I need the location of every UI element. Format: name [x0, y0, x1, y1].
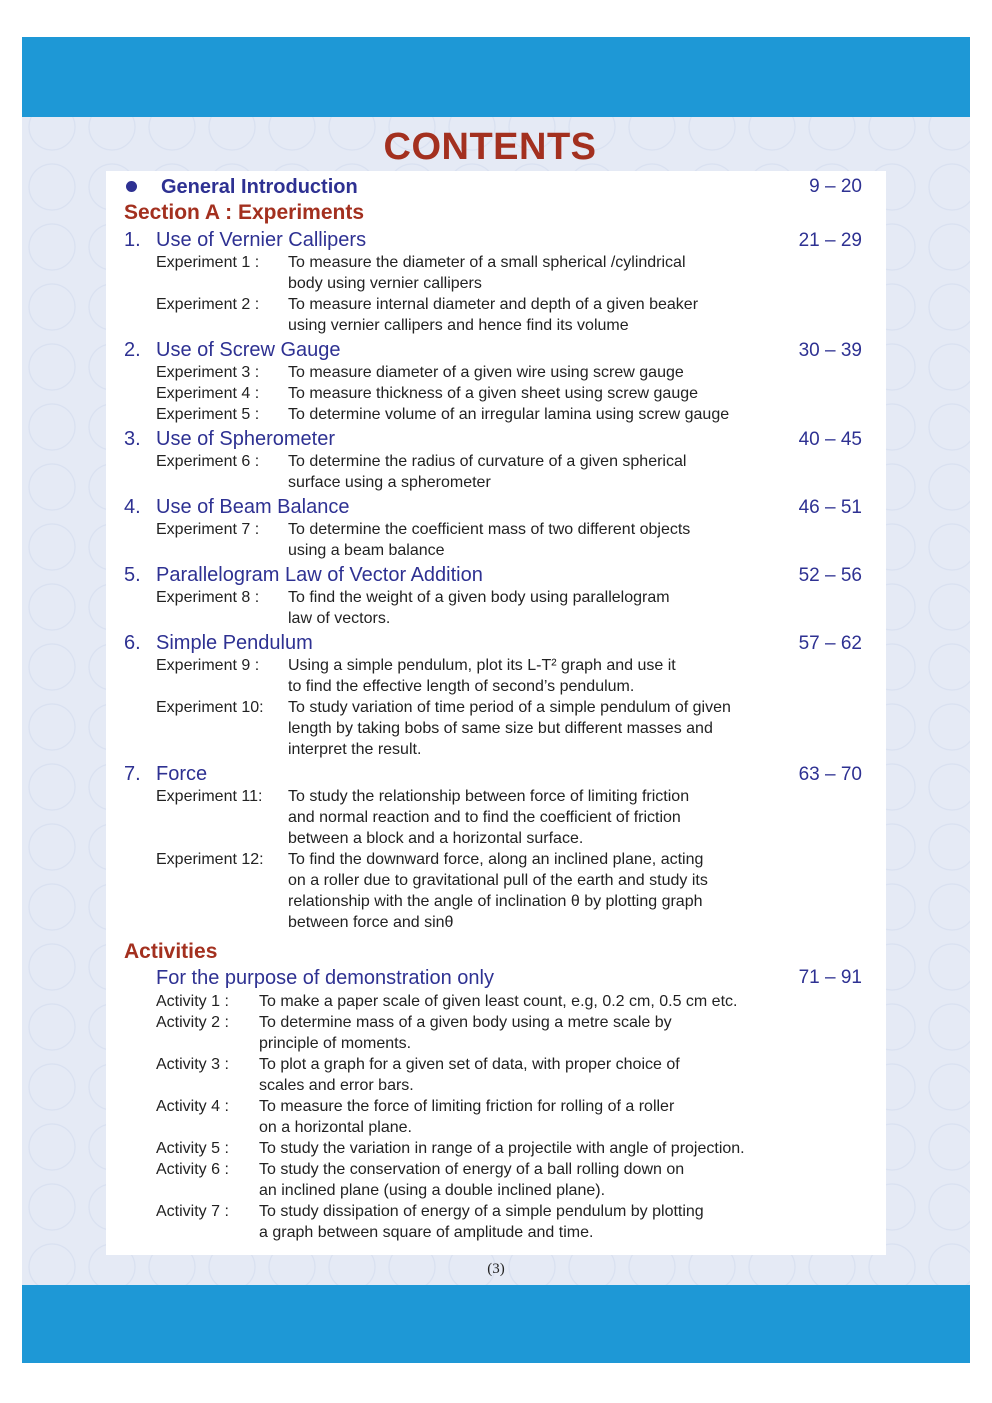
experiment-item[interactable]	[124, 404, 862, 425]
item-description	[288, 655, 676, 697]
item-label: Activity 3 :	[156, 1056, 229, 1073]
description-line: using a beam balance	[288, 542, 445, 559]
experiment-item[interactable]	[124, 849, 862, 933]
bullet-icon	[126, 181, 137, 192]
item-label: Activity 7 :	[156, 1203, 229, 1220]
page-range: 46 – 51	[798, 497, 862, 518]
chapter-title: Use of Beam Balance	[156, 496, 350, 518]
activities-subtitle-entry[interactable]	[124, 965, 862, 991]
item-label: Experiment 6 :	[156, 453, 260, 470]
description-line: To study the variation in range of a projectile with angle of projection.	[259, 1140, 745, 1157]
description-line: To determine mass of a given body using a metre scale by	[259, 1014, 672, 1031]
description-line: surface using a spherometer	[288, 474, 491, 491]
description-line: body using vernier callipers	[288, 275, 482, 292]
chapter-number: 5.	[124, 564, 141, 586]
description-line: To find the downward force, along an inclined plane, acting	[288, 851, 704, 868]
description-line: on a horizontal plane.	[259, 1119, 412, 1136]
chapter-title: Force	[156, 763, 208, 785]
activity-item[interactable]	[124, 1054, 862, 1096]
page-range: 40 – 45	[798, 429, 862, 450]
item-label: Experiment 8 :	[156, 589, 260, 606]
description-line: principle of moments.	[259, 1035, 412, 1052]
item-description	[259, 1138, 745, 1159]
experiment-item[interactable]	[124, 697, 862, 760]
chapter-title: Parallelogram Law of Vector Addition	[156, 564, 483, 586]
experiment-item[interactable]	[124, 519, 862, 561]
contents-panel	[106, 171, 886, 1255]
description-line: and normal reaction and to find the coefficient of friction	[288, 809, 681, 826]
description-line: To study dissipation of energy of a simple pendulum by plotting	[259, 1203, 704, 1220]
chapter-number: 6.	[124, 632, 141, 654]
item-description	[288, 252, 686, 294]
chapter-number: 7.	[124, 763, 141, 785]
item-description	[288, 519, 690, 561]
header-band	[22, 37, 970, 117]
item-label: Experiment 5 :	[156, 406, 260, 423]
item-label: Experiment 1 :	[156, 254, 260, 271]
page-range: 63 – 70	[798, 764, 862, 785]
item-description	[288, 294, 698, 336]
description-line: To measure the diameter of a small spherical /cylindrical	[288, 254, 686, 271]
page-range: 9 – 20	[809, 176, 862, 197]
item-description	[288, 404, 729, 425]
item-label: Experiment 4 :	[156, 385, 260, 402]
item-description	[288, 587, 670, 629]
item-description	[288, 786, 689, 849]
chapter-number: 1.	[124, 229, 141, 251]
item-description	[288, 362, 684, 383]
chapter-number: 4.	[124, 496, 141, 518]
item-description	[259, 1054, 680, 1096]
item-label: Activity 1 :	[156, 993, 229, 1010]
experiment-item[interactable]	[124, 383, 862, 404]
description-line: to find the effective length of second’s pendulum.	[288, 678, 635, 695]
description-line: To measure internal diameter and depth of a given beaker	[288, 296, 699, 313]
description-line: To study the relationship between force of limiting friction	[288, 788, 690, 805]
description-line: To find the weight of a given body using parallelogram	[288, 589, 670, 606]
activity-item[interactable]	[124, 1138, 862, 1159]
chapter-number: 2.	[124, 339, 141, 361]
chapter-title: Use of Spherometer	[156, 428, 335, 450]
description-line: To study the conservation of energy of a ball rolling down on	[259, 1161, 685, 1178]
item-label: Experiment 2 :	[156, 296, 260, 313]
activities-heading: Activities	[124, 940, 218, 963]
entry-title: General Introduction	[161, 176, 358, 198]
experiment-item[interactable]	[124, 786, 862, 849]
item-label: Activity 6 :	[156, 1161, 229, 1178]
description-line: an inclined plane (using a double inclined plane).	[259, 1182, 606, 1199]
chapter-title: Simple Pendulum	[156, 632, 313, 654]
page-number: (3)	[487, 1261, 505, 1277]
description-line: interpret the result.	[288, 741, 422, 758]
chapter-heading[interactable]	[124, 428, 862, 451]
chapter-heading[interactable]	[124, 496, 862, 519]
chapter-list	[124, 229, 862, 933]
description-line: To measure thickness of a given sheet using screw gauge	[288, 385, 699, 402]
experiment-item[interactable]	[124, 451, 862, 493]
section-heading: Section A : Experiments	[124, 201, 365, 224]
chapter-heading[interactable]	[124, 339, 862, 362]
item-label: Activity 5 :	[156, 1140, 229, 1157]
activity-item[interactable]	[124, 1096, 862, 1138]
experiment-item[interactable]	[124, 362, 862, 383]
description-line: length by taking bobs of same size but different masses and	[288, 720, 713, 737]
chapter-heading[interactable]	[124, 229, 862, 252]
experiment-item[interactable]	[124, 587, 862, 629]
item-label: Experiment 12:	[156, 851, 264, 868]
item-description	[288, 849, 708, 933]
description-line: To determine the coefficient mass of two different objects	[288, 521, 691, 538]
description-line: To plot a graph for a given set of data, with proper choice of	[259, 1056, 680, 1073]
description-line: To determine volume of an irregular lamina using screw gauge	[288, 406, 730, 423]
description-line: a graph between square of amplitude and time.	[259, 1224, 594, 1241]
item-description	[259, 1012, 672, 1054]
description-line: between a block and a horizontal surface.	[288, 830, 584, 847]
chapter-heading[interactable]	[124, 763, 862, 786]
description-line: To make a paper scale of given least count, e.g, 0.2 cm, 0.5 cm etc.	[259, 993, 738, 1010]
description-line: using vernier callipers and hence find its volume	[288, 317, 629, 334]
item-label: Experiment 9 :	[156, 657, 260, 674]
description-line: law of vectors.	[288, 610, 391, 627]
description-line: on a roller due to gravitational pull of the earth and study its	[288, 872, 708, 889]
item-label: Experiment 11:	[156, 788, 263, 805]
page-range: 21 – 29	[798, 230, 862, 251]
description-line: Using a simple pendulum, plot its L-T² graph and use it	[288, 657, 676, 674]
general-introduction-entry[interactable]	[124, 174, 862, 200]
description-line: To study variation of time period of a simple pendulum of given	[288, 699, 731, 716]
page-range: 52 – 56	[798, 565, 862, 586]
item-description	[259, 991, 737, 1012]
item-label: Experiment 3 :	[156, 364, 260, 381]
description-line: between force and sinθ	[288, 914, 454, 931]
chapter-title: Use of Vernier Callipers	[156, 229, 367, 251]
chapter-heading[interactable]	[124, 564, 862, 587]
activity-list	[124, 991, 862, 1243]
item-description	[288, 383, 698, 404]
chapter-title: Use of Screw Gauge	[156, 339, 341, 361]
page-range: 71 – 91	[798, 967, 862, 988]
activity-item[interactable]	[124, 1012, 862, 1054]
entry-title: For the purpose of demonstration only	[156, 967, 494, 989]
chapter-heading[interactable]	[124, 632, 862, 655]
activity-item[interactable]	[124, 991, 862, 1012]
activity-item[interactable]	[124, 1159, 862, 1201]
description-line: relationship with the angle of inclination θ by plotting graph	[288, 893, 703, 910]
experiment-item[interactable]	[124, 655, 862, 697]
chapter-number: 3.	[124, 428, 141, 450]
page-title: CONTENTS	[383, 126, 597, 168]
experiment-item[interactable]	[124, 294, 862, 336]
description-line: scales and error bars.	[259, 1077, 414, 1094]
item-label: Activity 2 :	[156, 1014, 229, 1031]
item-description	[259, 1159, 684, 1201]
item-description	[259, 1201, 704, 1243]
description-line: To determine the radius of curvature of a given spherical	[288, 453, 687, 470]
item-description	[288, 697, 731, 760]
item-description	[288, 451, 686, 493]
experiment-item[interactable]	[124, 252, 862, 294]
item-label: Experiment 7 :	[156, 521, 260, 538]
page-range: 57 – 62	[798, 633, 862, 654]
item-description	[259, 1096, 674, 1138]
activity-item[interactable]	[124, 1201, 862, 1243]
footer-band	[22, 1285, 970, 1363]
description-line: To measure the force of limiting friction for rolling of a roller	[259, 1098, 675, 1115]
item-label: Experiment 10:	[156, 699, 264, 716]
page-range: 30 – 39	[798, 340, 862, 361]
description-line: To measure diameter of a given wire using screw gauge	[288, 364, 684, 381]
item-label: Activity 4 :	[156, 1098, 229, 1115]
